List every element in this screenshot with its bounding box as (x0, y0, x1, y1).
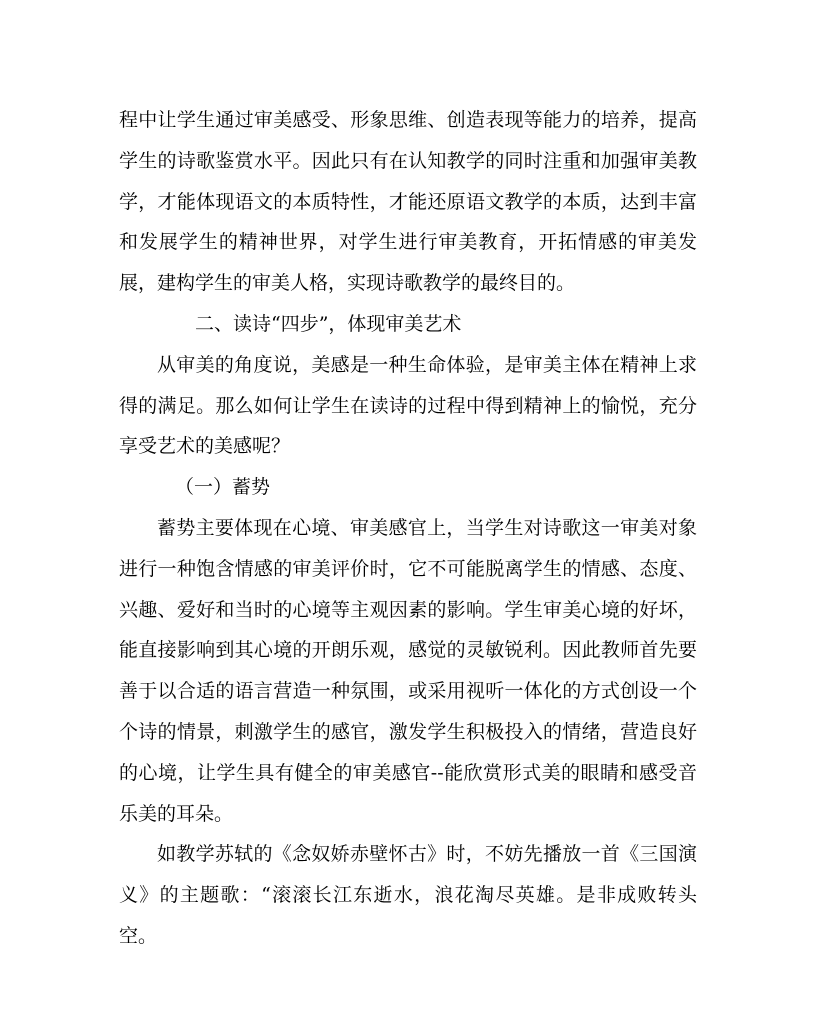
paragraph-example: 如教学苏轼的《念奴娇赤壁怀古》时，不妨先播放一首《三国演义》的主题歌：“滚滚长江东逝水，浪花淘尽英雄。是非成败转头空。 (119, 843, 697, 947)
paragraph-aesthetic-intro: 从审美的角度说，美感是一种生命体验，是审美主体在精神上求得的满足。那么如何让学生在读诗的过程中得到精神上的愉悦，充分享受艺术的美感呢？ (119, 353, 697, 458)
section-heading: 二、读诗“四步”，体现审美艺术 (195, 312, 462, 335)
paragraph-continuation: 程中让学生通过审美感受、形象思维、创造表现等能力的培养，提高学生的诗歌鉴赏水平。因此只有在认知教学的同时注重和加强审美教学，才能体现语文的本质特性，才能还原语文教学的本质，达到丰富和发展学生的精神世界，对学生进行审美教育，开拓情感的审美发展，建构学生的审美人格，实现诗歌教学的最终目的。 (119, 109, 697, 295)
sub-heading-xushi: （一）蓄势 (175, 476, 271, 499)
document-body (119, 100, 697, 957)
paragraph-xushi: 蓄势主要体现在心境、审美感官上，当学生对诗歌这一审美对象进行一种饱含情感的审美评价时，它不可能脱离学生的情感、态度、兴趣、爱好和当时的心境等主观因素的影响。学生审美心境的好坏，能直接影响到其心境的开朗乐观，感觉的灵敏锐利。因此教师首先要善于以合适的语言营造一种氛围，或采用视听一体化的方式创设一个个诗的情景，刺激学生的感官，激发学生积极投入的情绪，营造良好的心境，让学生具有健全的审美感官--能欣赏形式美的眼睛和感受音乐美的耳朵。 (119, 516, 697, 825)
